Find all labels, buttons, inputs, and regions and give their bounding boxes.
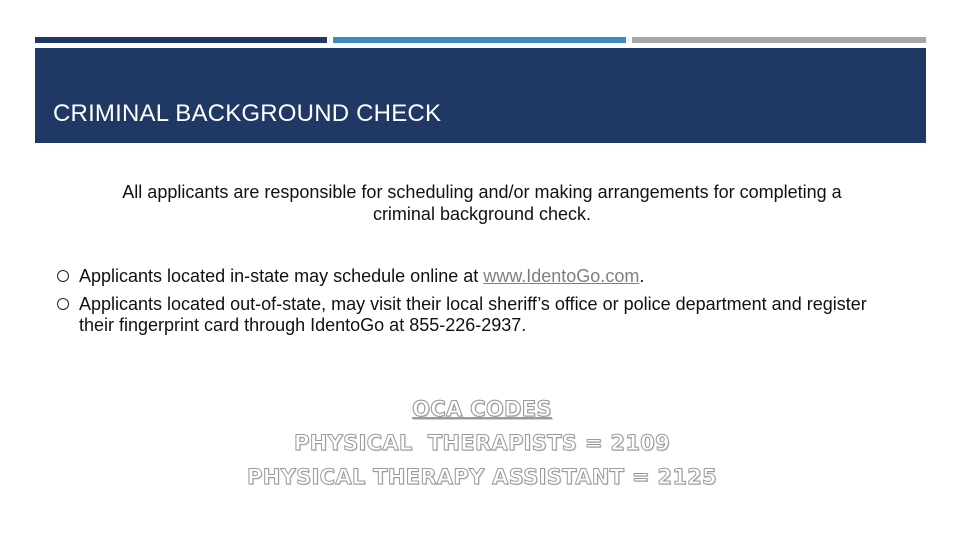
- bullet-text-before: Applicants located in-state may schedule online at: [79, 266, 484, 286]
- title-band: [35, 48, 926, 143]
- oca-codes-block: [0, 392, 960, 494]
- slide-title: CRIMINAL BACKGROUND CHECK: [53, 100, 442, 127]
- intro-paragraph: All applicants are responsible for scheduling and/or making arrangements for completing a criminal background check.: [122, 182, 842, 224]
- identogo-link[interactable]: www.IdentoGo.com: [483, 266, 640, 286]
- circle-bullet-icon: [57, 298, 69, 310]
- top-accent-bar-blue: [333, 37, 626, 43]
- circle-bullet-icon: [57, 270, 69, 282]
- bullet-text: Applicants located out-of-state, may visit their local sheriff’s office or police department and register their fingerprint card through IdentoGo at 855-226-2937.: [79, 294, 867, 335]
- bullet-list: [56, 266, 906, 343]
- oca-codes-heading: OCA CODES: [412, 397, 552, 421]
- oca-code-physical-therapists: PHYSICAL THERAPISTS = 2109: [294, 431, 670, 455]
- bullet-item-in-state: [56, 266, 906, 287]
- top-accent-bar-gray: [632, 37, 926, 43]
- bullet-item-out-of-state: [56, 294, 906, 336]
- bullet-text-after: .: [639, 266, 645, 286]
- oca-code-physical-therapy-assistant: PHYSICAL THERAPY ASSISTANT = 2125: [247, 465, 717, 489]
- top-accent-bar-navy: [35, 37, 327, 43]
